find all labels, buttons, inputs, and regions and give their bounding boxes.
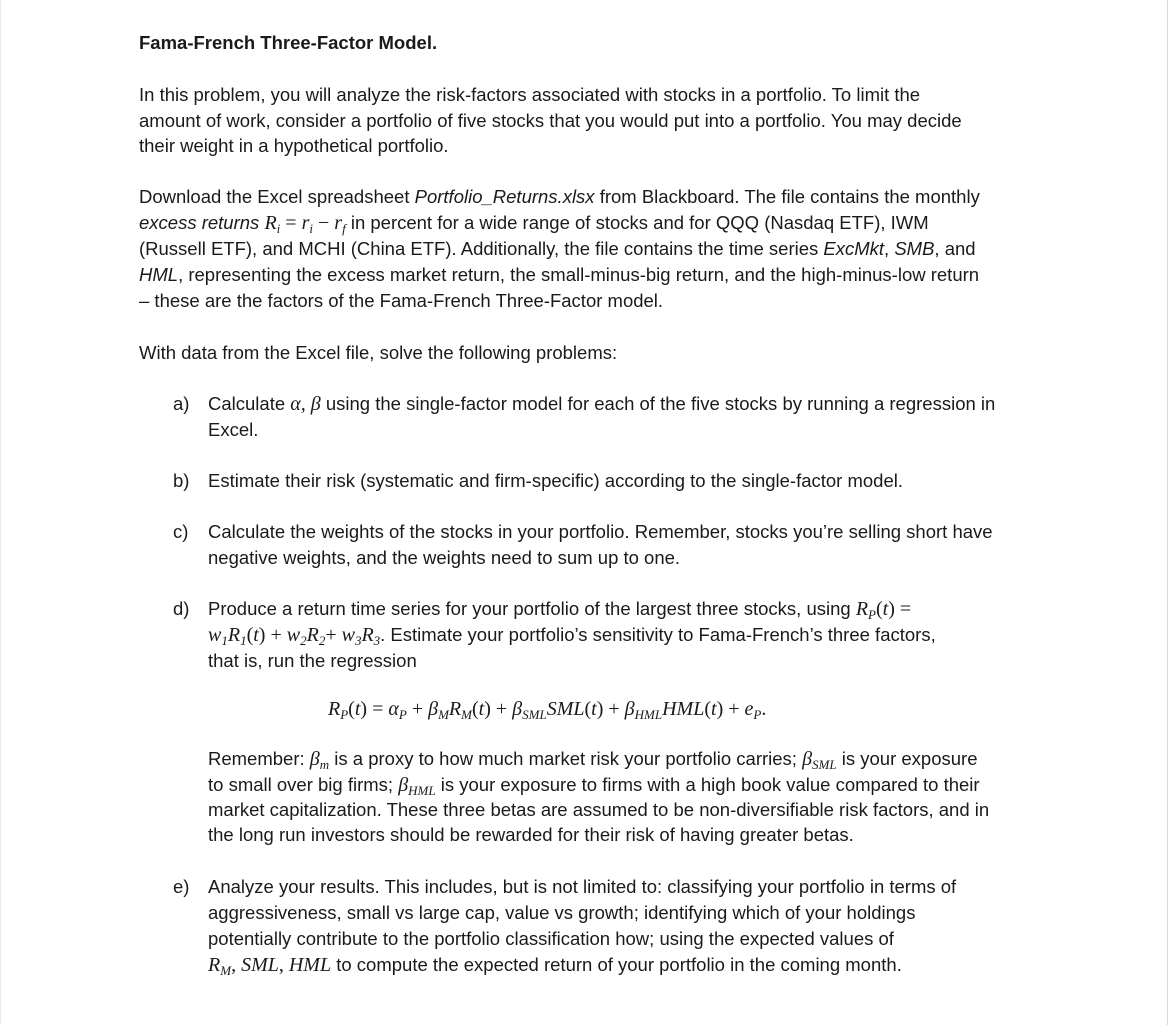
file-name: Portfolio_Returns.xlsx: [414, 186, 595, 207]
weights-formula: $w_1R_1(t) + w_2R_2+ w_3R_3$: [208, 624, 381, 648]
item-c-line-1: Calculate the weights of the stocks in your portfolio. Remember, stocks you’re selling short have: [208, 521, 993, 542]
item-d-remember-line-1: Remember: $\beta_m$ is a proxy to how much market risk your portfolio carries; $\beta_{SML}$ is your exposure: [208, 748, 978, 772]
item-d-remember-line-3: market capitalization. These three betas are assumed to be non-diversifiable risk factors, and in: [208, 799, 990, 820]
intro-line-2: amount of work, consider a portfolio of five stocks that you would put into a portfolio. You may decide: [139, 110, 962, 131]
download-line-5: – these are the factors of the Fama-French Three-Factor model.: [139, 290, 664, 311]
item-a-line-1: Calculate α, β using the single-factor model for each of the five stocks by running a regression in: [208, 393, 996, 415]
item-d-label: d): [173, 598, 190, 619]
portfolio-return-formula: $R_P(t)$ =: [855, 598, 912, 622]
item-a-label: a): [173, 393, 190, 414]
alpha-beta-formula: α, β: [290, 393, 321, 415]
item-e-line-4: $R_M$, SML, HML to compute the expected return of your portfolio in the coming month.: [208, 954, 902, 978]
download-line-4: HML, representing the excess market return, the small-minus-big return, and the high-minus-low return: [139, 264, 980, 285]
item-d-remember-line-2: to small over big firms; $\beta_{HML}$ is your exposure to firms with a high book value compared to their: [208, 774, 980, 798]
item-b-line-1: Estimate their risk (systematic and firm-specific) according to the single-factor model.: [208, 470, 904, 491]
item-c-line-2: negative weights, and the weights need to sum up to one.: [208, 547, 681, 568]
regression-equation: $R_P(t) = \alpha_P + \beta_MR_M(t) + \beta_{SML}SML(t) + \beta_{HML}HML(t) + e_P$.: [328, 698, 767, 722]
item-d-remember-line-4: the long run investors should be rewarded for their risk of having greater betas.: [208, 824, 854, 845]
item-c-label: c): [173, 521, 189, 542]
item-b-label: b): [173, 470, 190, 491]
item-e-line-1: Analyze your results. This includes, but is not limited to: classifying your portfolio in terms of: [208, 876, 957, 897]
page-title: Fama-French Three-Factor Model.: [139, 32, 438, 53]
excess-return-formula: $R_i = r_i - r_f$: [264, 212, 346, 236]
download-line-1: Download the Excel spreadsheet Portfolio_Returns.xlsx from Blackboard. The file contains the monthly: [139, 186, 980, 207]
item-e-line-2: aggressiveness, small vs large cap, value vs growth; identifying which of your holdings: [208, 902, 916, 923]
item-d-line-3: that is, run the regression: [208, 650, 417, 671]
item-d-line-2: $w_1R_1(t) + w_2R_2+ w_3R_3$. Estimate your portfolio’s sensitivity to Fama-French’s three factors,: [208, 624, 936, 648]
download-line-2: excess returns $R_i = r_i - r_f$ in percent for a wide range of stocks and for QQQ (Nasdaq ETF), IWM: [139, 212, 929, 236]
expected-values-formula: $R_M$, SML, HML: [208, 954, 332, 978]
item-d-line-1: Produce a return time series for your portfolio of the largest three stocks, using $R_P(t)$ =: [208, 598, 912, 622]
item-a-line-2: Excel.: [208, 419, 259, 440]
intro-line-1: In this problem, you will analyze the risk-factors associated with stocks in a portfolio. To limit the: [139, 84, 921, 105]
with-data-line: With data from the Excel file, solve the following problems:: [139, 342, 618, 363]
intro-line-3: their weight in a hypothetical portfolio.: [139, 135, 449, 156]
item-e-label: e): [173, 876, 190, 897]
download-line-3: (Russell ETF), and MCHI (China ETF). Additionally, the file contains the time series ExcMkt, SMB, and: [139, 238, 976, 259]
item-e-line-3: potentially contribute to the portfolio classification how; using the expected values of: [208, 928, 894, 949]
